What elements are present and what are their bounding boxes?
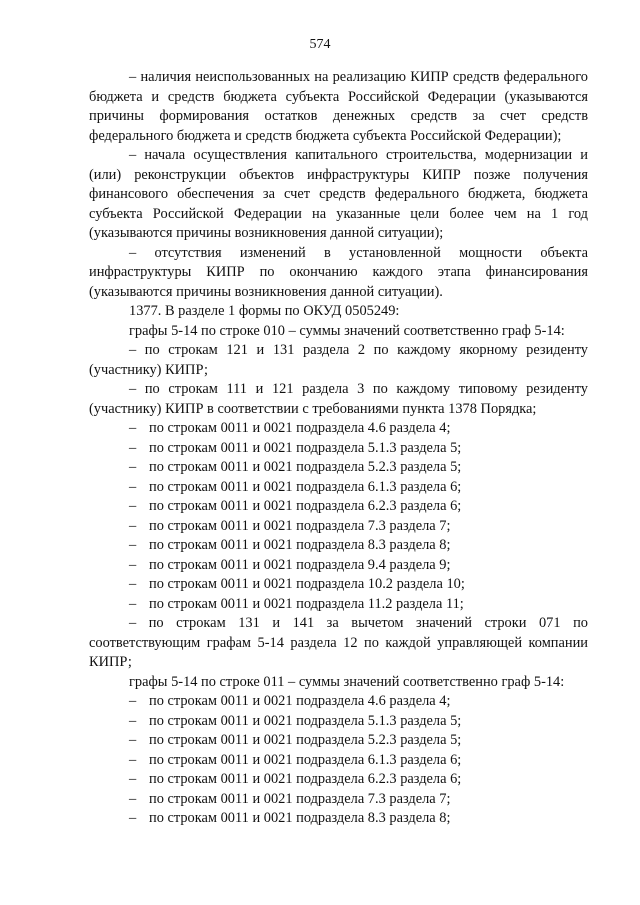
paragraph-typical-resident: – по строкам 111 и 121 раздела 3 по каждому типовому резиденту (участнику) КИПР в соответствии с требованиями пункта 1378 Порядка; — [89, 381, 588, 417]
list-item — [89, 770, 588, 790]
list-item-text: по строкам 0011 и 0021 подраздела 7.3 раздела 7; — [149, 790, 451, 807]
paragraph-row-011-heading: графы 5-14 по строке 011 – суммы значений соответственно граф 5-14: — [129, 673, 565, 690]
list-item-text: по строкам 0011 и 0021 подраздела 5.2.3 раздела 5; — [149, 732, 462, 748]
list-dash: – — [129, 751, 137, 768]
list-dash: – — [129, 790, 137, 807]
list-dash: – — [129, 498, 137, 514]
list-item-text: по строкам 0011 и 0021 подраздела 5.2.3 раздела 5; — [149, 459, 462, 475]
list-item — [89, 536, 588, 556]
list-dash: – — [129, 576, 137, 592]
list-item — [89, 497, 588, 517]
list-dash: – — [129, 459, 137, 475]
list-item — [89, 751, 588, 771]
list-item — [89, 712, 588, 732]
list-dash: – — [129, 517, 137, 534]
list-dash: – — [129, 537, 137, 553]
page-number: 574 — [309, 37, 331, 52]
list-item — [89, 692, 588, 712]
list-dash: – — [129, 712, 137, 729]
list-item-text: по строкам 0011 и 0021 подраздела 9.4 раздела 9; — [149, 556, 451, 573]
list-item — [89, 790, 588, 810]
list-item-text: по строкам 0011 и 0021 подраздела 10.2 раздела 10; — [149, 576, 465, 592]
list-item-text: по строкам 0011 и 0021 подраздела 6.1.3 раздела 6; — [149, 478, 462, 495]
list-dash: – — [129, 556, 137, 573]
list-item — [89, 731, 588, 751]
list-item-text: по строкам 0011 и 0021 подраздела 6.2.3 раздела 6; — [149, 771, 462, 787]
list-item-text: по строкам 0011 и 0021 подраздела 7.3 раздела 7; — [149, 517, 451, 534]
page-content — [89, 68, 588, 829]
list-dash: – — [129, 595, 137, 612]
list-item — [89, 458, 588, 478]
list-dash: – — [129, 810, 137, 826]
list-dash: – — [129, 439, 137, 456]
list-item-text: по строкам 0011 и 0021 подраздела 4.6 раздела 4; — [149, 693, 451, 709]
list-dash: – — [129, 732, 137, 748]
list-item — [89, 575, 588, 595]
paragraph-capacity-unchanged: – отсутствия изменений в установленной мощности объекта инфраструктуры КИПР по окончанию каждого этапа финансирования (указываются причины возникновения данной ситуации). — [89, 244, 588, 300]
list-item — [89, 809, 588, 829]
paragraph-unused-funds: – наличия неиспользованных на реализацию КИПР средств федерального бюджета и средств бюджета субъекта Российской Федерации (указываются причины формирования остатков денежных средств за счет средств федерального бюджета и средств бюджета субъекта Российской Федерации); — [89, 69, 588, 144]
list-item-text: по строкам 0011 и 0021 подраздела 6.1.3 раздела 6; — [149, 751, 462, 768]
list-item — [89, 439, 588, 459]
list-dash: – — [129, 693, 137, 709]
list-item — [89, 556, 588, 576]
list-item-text: по строкам 0011 и 0021 подраздела 4.6 раздела 4; — [149, 420, 451, 436]
list-item — [89, 595, 588, 615]
list-dash: – — [129, 478, 137, 495]
list-item — [89, 419, 588, 439]
paragraph-anchor-resident: – по строкам 121 и 131 раздела 2 по каждому якорному резиденту (участнику) КИПР; — [89, 342, 588, 378]
list-item-text: по строкам 0011 и 0021 подраздела 5.1.3 раздела 5; — [149, 712, 462, 729]
list-item — [89, 517, 588, 537]
list-item-text: по строкам 0011 и 0021 подраздела 8.3 раздела 8; — [149, 810, 451, 826]
list-item-text: по строкам 0011 и 0021 подраздела 6.2.3 раздела 6; — [149, 498, 462, 514]
list-item — [89, 478, 588, 498]
list-dash: – — [129, 771, 137, 787]
paragraph-1377-heading: 1377. В разделе 1 формы по ОКУД 0505249: — [129, 303, 400, 319]
list-dash: – — [129, 420, 137, 436]
list-item-text: по строкам 0011 и 0021 подраздела 11.2 раздела 11; — [149, 595, 464, 612]
list-item-text: по строкам 0011 и 0021 подраздела 8.3 раздела 8; — [149, 537, 451, 553]
paragraph-row-010-heading: графы 5-14 по строке 010 – суммы значений соответственно граф 5-14: — [129, 322, 565, 339]
paragraph-construction-start: – начала осуществления капитального строительства, модернизации и (или) реконструкции объектов инфраструктуры КИПР позже получения финансового обеспечения за счет средств федерального бюджета, бюджета субъекта Российской Федерации на указанные цели более чем на 1 год (указываются причины возникновения данной ситуации); — [89, 147, 588, 241]
list-item-text: по строкам 0011 и 0021 подраздела 5.1.3 раздела 5; — [149, 439, 462, 456]
paragraph-management-company: – по строкам 131 и 141 за вычетом значений строки 071 по соответствующим графам 5-14 раздела 12 по каждой управляющей компании КИПР; — [89, 615, 588, 670]
